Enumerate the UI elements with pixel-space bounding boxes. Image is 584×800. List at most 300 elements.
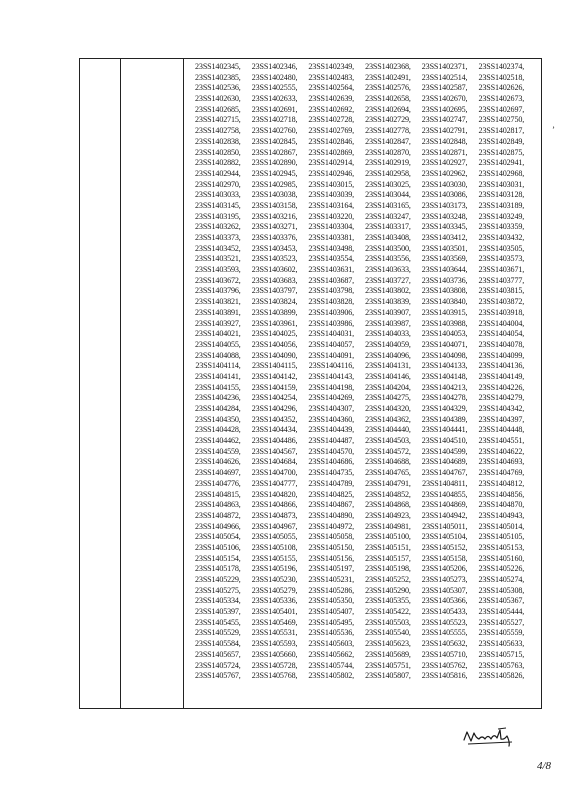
table-row — [184, 148, 542, 159]
roll-number-cell: 23SS1404053, — [421, 329, 468, 339]
roll-number-cell: 23SS1402750, — [478, 115, 525, 125]
roll-number-cell: 23SS1404688, — [365, 457, 411, 467]
roll-number-cell: 23SS1403573, — [478, 254, 525, 264]
roll-number-cell: 23SS1403683, — [251, 275, 298, 285]
roll-number-cell: 23SS1404769, — [478, 468, 525, 478]
roll-number-cell: 23SS1402658, — [365, 94, 411, 104]
roll-number-cell: 23SS1405155, — [251, 553, 298, 563]
roll-number-cell: 23SS1405150, — [308, 542, 355, 552]
table-row — [184, 671, 542, 682]
roll-number-cell: 23SS1402882, — [195, 158, 241, 168]
roll-number-cell: 23SS1403128, — [478, 190, 525, 200]
roll-number-cell: 23SS1405536, — [308, 628, 355, 638]
roll-number-cell: 23SS1403821, — [195, 297, 241, 307]
roll-number-cell: 23SS1402914, — [308, 158, 355, 168]
roll-number-cell: 23SS1405767, — [195, 671, 241, 681]
table-row — [184, 372, 542, 383]
roll-number-cell: 23SS1403505, — [478, 243, 525, 253]
roll-number-cell: 23SS1405252, — [365, 575, 411, 584]
table-row — [184, 457, 542, 468]
roll-number-cell: 23SS1402480, — [251, 72, 298, 82]
roll-number-cell: 23SS1404693, — [478, 457, 525, 467]
roll-number-cell: 23SS1402564, — [308, 83, 355, 93]
roll-number-cell: 23SS1405715, — [478, 649, 525, 659]
roll-number-cell: 23SS1403797, — [251, 286, 298, 296]
roll-number-cell: 23SS1402927, — [421, 158, 468, 168]
roll-number-cell: 23SS1403521, — [195, 254, 241, 264]
roll-number-cell: 23SS1404503, — [365, 436, 411, 446]
roll-number-cell: 23SS1403452, — [195, 243, 241, 253]
roll-number-cell: 23SS1405274, — [478, 575, 525, 584]
table-row — [184, 532, 542, 543]
roll-number-cell: 23SS1405540, — [365, 628, 411, 638]
roll-number-cell: 23SS1405308, — [478, 585, 525, 595]
roll-number-cell: 23SS1404812, — [478, 478, 525, 488]
roll-number-cell: 23SS1404071, — [421, 339, 468, 349]
roll-number-cell: 23SS1404320, — [365, 404, 411, 413]
table-row — [184, 436, 542, 447]
roll-number-cell: 23SS1404599, — [421, 446, 468, 456]
roll-number-cell: 23SS1404622, — [478, 446, 525, 456]
roll-number-cell: 23SS1405632, — [421, 639, 468, 649]
roll-number-cell: 23SS1403249, — [478, 211, 525, 221]
roll-number-cell: 23SS1404204, — [365, 382, 411, 392]
column-divider — [120, 59, 121, 708]
table-row — [184, 286, 542, 297]
roll-number-cell: 23SS1405367, — [478, 596, 525, 606]
roll-number-cell: 23SS1403899, — [251, 307, 298, 317]
roll-number-table — [79, 58, 542, 709]
roll-number-cell: 23SS1404148, — [421, 371, 468, 381]
roll-number-cell: 23SS1405455, — [195, 617, 241, 627]
roll-number-cell: 23SS1404360, — [308, 414, 355, 424]
roll-number-cell: 23SS1402536, — [195, 83, 241, 93]
roll-number-cell: 23SS1405158, — [421, 553, 468, 563]
table-row — [184, 490, 542, 501]
roll-number-cell: 23SS1402760, — [251, 126, 298, 136]
roll-number-cell: 23SS1405768, — [251, 671, 298, 681]
roll-number-cell: 23SS1403304, — [308, 222, 355, 232]
roll-number-cell: 23SS1403918, — [478, 307, 525, 317]
table-row — [184, 190, 542, 201]
roll-number-cell: 23SS1403317, — [365, 222, 411, 232]
roll-number-cell: 23SS1404141, — [195, 371, 241, 381]
roll-number-cell: 23SS1404275, — [365, 393, 411, 403]
roll-number-cell: 23SS1402869, — [308, 147, 355, 157]
roll-number-cell: 23SS1405206, — [421, 564, 468, 574]
roll-number-cell: 23SS1404142, — [251, 371, 298, 381]
roll-number-cell: 23SS1402941, — [478, 158, 525, 168]
roll-number-cell: 23SS1405559, — [478, 628, 525, 638]
roll-number-cell: 23SS1403839, — [365, 297, 411, 307]
table-row — [184, 361, 542, 372]
roll-number-cell: 23SS1405160, — [478, 553, 525, 563]
roll-number-cell: 23SS1404777, — [251, 478, 298, 488]
table-row — [184, 126, 542, 137]
roll-number-cell: 23SS1403556, — [365, 254, 411, 264]
table-row — [184, 137, 542, 148]
roll-number-cell: 23SS1404278, — [421, 393, 468, 403]
roll-number-cell: 23SS1404966, — [195, 521, 241, 531]
roll-number-cell: 23SS1405555, — [421, 628, 468, 638]
roll-number-cell: 23SS1404116, — [308, 361, 355, 371]
roll-number-cell: 23SS1405307, — [421, 585, 468, 595]
roll-number-cell: 23SS1402695, — [421, 104, 468, 114]
table-row — [184, 468, 542, 479]
table-row — [184, 639, 542, 650]
roll-number-cell: 23SS1402673, — [478, 94, 525, 104]
roll-number-cell: 23SS1402555, — [251, 83, 298, 93]
roll-number-cell: 23SS1404143, — [308, 371, 355, 381]
roll-number-cell: 23SS1404096, — [365, 350, 411, 360]
roll-number-cell: 23SS1403687, — [308, 275, 355, 285]
roll-number-cell: 23SS1405152, — [421, 542, 468, 552]
table-row — [184, 329, 542, 340]
table-row — [184, 180, 542, 191]
roll-number-cell: 23SS1405055, — [251, 532, 298, 542]
roll-number-cell: 23SS1403798, — [308, 286, 355, 296]
roll-number-cell: 23SS1404981, — [365, 521, 411, 531]
roll-number-cell: 23SS1404869, — [421, 500, 468, 510]
roll-number-cell: 23SS1403986, — [308, 318, 355, 328]
roll-number-cell: 23SS1404923, — [365, 510, 411, 520]
roll-number-cell: 23SS1403015, — [308, 179, 355, 189]
roll-number-cell: 23SS1402870, — [365, 147, 411, 157]
table-row — [184, 115, 542, 126]
roll-number-cell: 23SS1404114, — [195, 361, 241, 371]
roll-number-cell: 23SS1405763, — [478, 660, 525, 670]
roll-number-cell: 23SS1405106, — [195, 542, 241, 552]
roll-number-cell: 23SS1402385, — [195, 72, 241, 82]
roll-number-cell: 23SS1405422, — [365, 607, 411, 617]
roll-number-cell: 23SS1402846, — [308, 136, 355, 146]
roll-number-cell: 23SS1403602, — [251, 265, 298, 275]
roll-number-cell: 23SS1403262, — [195, 222, 241, 232]
table-row — [184, 62, 542, 73]
table-row — [184, 586, 542, 597]
roll-number-cell: 23SS1404057, — [308, 339, 355, 349]
roll-number-cell: 23SS1402962, — [421, 168, 468, 178]
roll-number-cell: 23SS1402919, — [365, 158, 411, 168]
roll-number-cell: 23SS1402758, — [195, 126, 241, 136]
roll-number-cell: 23SS1403408, — [365, 233, 411, 242]
roll-number-cell: 23SS1404025, — [251, 329, 298, 339]
roll-number-cell: 23SS1405802, — [308, 671, 355, 681]
roll-number-cell: 23SS1402848, — [421, 136, 468, 146]
roll-number-cell: 23SS1403345, — [421, 222, 468, 232]
roll-number-cell: 23SS1405724, — [195, 660, 241, 670]
roll-number-cell: 23SS1402845, — [251, 136, 298, 146]
roll-number-cell: 23SS1404820, — [251, 489, 298, 499]
roll-number-cell: 23SS1405826, — [478, 671, 525, 681]
table-row — [184, 212, 542, 223]
roll-number-cell: 23SS1404767, — [421, 468, 468, 478]
roll-number-cell: 23SS1405151, — [365, 542, 411, 552]
roll-number-cell: 23SS1404098, — [421, 350, 468, 360]
roll-number-cell: 23SS1403432, — [478, 233, 525, 242]
roll-number-cell: 23SS1402875, — [478, 147, 525, 157]
table-row — [184, 393, 542, 404]
roll-number-cell: 23SS1404791, — [365, 478, 411, 488]
roll-number-cell: 23SS1405407, — [308, 607, 355, 617]
roll-number-cell: 23SS1405054, — [195, 532, 241, 542]
roll-number-cell: 23SS1405105, — [478, 532, 525, 542]
roll-number-cell: 23SS1403840, — [421, 297, 468, 307]
roll-number-cell: 23SS1403500, — [365, 243, 411, 253]
roll-number-cell: 23SS1405231, — [308, 575, 355, 584]
roll-number-cell: 23SS1404448, — [478, 425, 525, 435]
roll-number-cell: 23SS1403915, — [421, 307, 468, 317]
roll-number-cell: 23SS1404056, — [251, 339, 298, 349]
roll-number-cell: 23SS1405662, — [308, 649, 355, 659]
roll-number-cell: 23SS1402944, — [195, 168, 241, 178]
roll-number-cell: 23SS1404021, — [195, 329, 241, 339]
roll-number-cell: 23SS1402728, — [308, 115, 355, 125]
roll-number-cell: 23SS1405336, — [251, 596, 298, 606]
roll-number-cell: 23SS1405397, — [195, 607, 241, 617]
roll-number-cell: 23SS1403038, — [251, 190, 298, 200]
roll-number-cell: 23SS1404789, — [308, 478, 355, 488]
roll-number-cell: 23SS1402850, — [195, 147, 241, 157]
table-row — [184, 201, 542, 212]
table-row — [184, 575, 542, 586]
roll-number-cell: 23SS1405275, — [195, 585, 241, 595]
roll-number-cell: 23SS1404815, — [195, 489, 241, 499]
roll-number-cell: 23SS1404226, — [478, 382, 525, 392]
roll-number-cell: 23SS1402685, — [195, 104, 241, 114]
table-row — [184, 308, 542, 319]
roll-number-cell: 23SS1404689, — [421, 457, 468, 467]
roll-number-cell: 23SS1405108, — [251, 542, 298, 552]
roll-number-cell: 23SS1403824, — [251, 297, 298, 307]
roll-number-cell: 23SS1405762, — [421, 660, 468, 670]
roll-number-cell: 23SS1402630, — [195, 94, 241, 104]
roll-number-cell: 23SS1403376, — [251, 233, 298, 242]
roll-number-cell: 23SS1405816, — [421, 671, 468, 681]
page-number: 4/8 — [537, 760, 552, 772]
roll-number-cell: 23SS1405230, — [251, 575, 298, 584]
roll-number-cell: 23SS1403173, — [421, 200, 468, 210]
roll-number-cell: 23SS1405728, — [251, 660, 298, 670]
table-row — [184, 596, 542, 607]
roll-number-cell: 23SS1404284, — [195, 404, 241, 413]
roll-number-cell: 23SS1404031, — [308, 329, 355, 339]
roll-number-cell: 23SS1403872, — [478, 297, 525, 307]
roll-number-cell: 23SS1404487, — [308, 436, 355, 446]
roll-number-cell: 23SS1405807, — [365, 671, 411, 681]
roll-number-cell: 23SS1405355, — [365, 596, 411, 606]
roll-number-cell: 23SS1405334, — [195, 596, 241, 606]
roll-number-cell: 23SS1402576, — [365, 83, 411, 93]
roll-number-cell: 23SS1402345, — [195, 62, 241, 71]
roll-number-cell: 23SS1403554, — [308, 254, 355, 264]
roll-number-cell: 23SS1402346, — [251, 62, 298, 71]
roll-number-cell: 23SS1404439, — [308, 425, 355, 435]
roll-number-cell: 23SS1404873, — [251, 510, 298, 520]
roll-number-cell: 23SS1405689, — [365, 649, 411, 659]
roll-number-cell: 23SS1403033, — [195, 190, 241, 200]
roll-number-cell: 23SS1404735, — [308, 468, 355, 478]
roll-number-cell: 23SS1404776, — [195, 478, 241, 488]
roll-number-cell: 23SS1405495, — [308, 617, 355, 627]
roll-number-cell: 23SS1403220, — [308, 211, 355, 221]
roll-number-cell: 23SS1404486, — [251, 436, 298, 446]
roll-number-cell: 23SS1403569, — [421, 254, 468, 264]
roll-number-cell: 23SS1405529, — [195, 628, 241, 638]
roll-number-cell: 23SS1403030, — [421, 179, 468, 189]
roll-number-cell: 23SS1402697, — [478, 104, 525, 114]
roll-number-cell: 23SS1404967, — [251, 521, 298, 531]
table-row — [184, 94, 542, 105]
table-row — [184, 383, 542, 394]
roll-number-cell: 23SS1403031, — [478, 179, 525, 189]
roll-number-cell: 23SS1405011, — [422, 521, 468, 531]
roll-number-cell: 23SS1404943, — [478, 510, 525, 520]
roll-number-cell: 23SS1404551, — [478, 436, 525, 446]
roll-number-cell: 23SS1405633, — [478, 639, 525, 649]
roll-number-cell: 23SS1402587, — [421, 83, 468, 93]
roll-number-cell: 23SS1405469, — [251, 617, 298, 627]
pen-mark: ’ — [552, 125, 555, 135]
roll-number-cell: 23SS1404686, — [308, 457, 355, 467]
roll-number-list — [184, 62, 542, 682]
roll-number-cell: 23SS1404213, — [421, 382, 468, 392]
table-row — [184, 340, 542, 351]
roll-number-cell: 23SS1403633, — [365, 265, 411, 275]
table-row — [184, 276, 542, 287]
roll-number-cell: 23SS1404440, — [365, 425, 411, 435]
roll-number-cell: 23SS1403189, — [478, 200, 525, 210]
roll-number-cell: 23SS1404872, — [195, 510, 241, 520]
roll-number-cell: 23SS1404091, — [308, 350, 355, 360]
roll-number-cell: 23SS1402945, — [251, 168, 298, 178]
roll-number-cell: 23SS1404863, — [195, 500, 241, 510]
roll-number-cell: 23SS1405154, — [195, 553, 241, 563]
roll-number-cell: 23SS1403165, — [365, 200, 411, 210]
roll-number-cell: 23SS1402718, — [251, 115, 298, 125]
table-row — [184, 554, 542, 565]
roll-number-cell: 23SS1404131, — [365, 361, 411, 371]
roll-number-cell: 23SS1403453, — [251, 243, 298, 253]
roll-number-cell: 23SS1403044, — [365, 190, 411, 200]
table-row — [184, 618, 542, 629]
roll-number-cell: 23SS1404054, — [478, 329, 525, 339]
roll-number-cell: 23SS1403736, — [421, 275, 468, 285]
table-row — [184, 522, 542, 533]
roll-number-cell: 23SS1402769, — [308, 126, 355, 136]
roll-number-cell: 23SS1402890, — [251, 158, 298, 168]
roll-number-cell: 23SS1404269, — [308, 393, 355, 403]
roll-number-cell: 23SS1402670, — [421, 94, 468, 104]
roll-number-cell: 23SS1403961, — [251, 318, 298, 328]
roll-number-cell: 23SS1405503, — [365, 617, 411, 627]
roll-number-cell: 23SS1405401, — [251, 607, 298, 617]
roll-number-cell: 23SS1405058, — [308, 532, 355, 542]
roll-number-cell: 23SS1405623, — [365, 639, 411, 649]
roll-number-cell: 23SS1404155, — [195, 382, 241, 392]
table-row — [184, 158, 542, 169]
table-row — [184, 511, 542, 522]
roll-number-cell: 23SS1404033, — [365, 329, 411, 339]
table-row — [184, 425, 542, 436]
roll-number-cell: 23SS1402349, — [308, 62, 355, 71]
table-row — [184, 73, 542, 84]
roll-number-cell: 23SS1405198, — [365, 564, 411, 574]
roll-number-cell: 23SS1402791, — [421, 126, 468, 136]
roll-number-cell: 23SS1405156, — [308, 553, 355, 563]
roll-number-cell: 23SS1402626, — [478, 83, 525, 93]
roll-number-cell: 23SS1403808, — [421, 286, 468, 296]
roll-number-cell: 23SS1405273, — [421, 575, 468, 584]
roll-number-cell: 23SS1402633, — [251, 94, 298, 104]
roll-number-cell: 23SS1404078, — [478, 339, 525, 349]
table-row — [184, 351, 542, 362]
roll-number-cell: 23SS1402639, — [308, 94, 355, 104]
roll-number-cell: 23SS1404510, — [421, 436, 468, 446]
roll-number-cell: 23SS1403359, — [478, 222, 525, 232]
roll-number-cell: 23SS1404567, — [251, 446, 298, 456]
roll-number-cell: 23SS1402518, — [478, 72, 525, 82]
table-row — [184, 169, 542, 180]
table-row — [184, 650, 542, 661]
roll-number-cell: 23SS1405157, — [365, 553, 411, 563]
roll-number-cell: 23SS1403025, — [365, 179, 411, 189]
roll-number-cell: 23SS1404825, — [308, 489, 355, 499]
roll-number-cell: 23SS1403987, — [365, 318, 411, 328]
roll-number-cell: 23SS1404867, — [308, 500, 355, 510]
roll-number-cell: 23SS1405104, — [421, 532, 468, 542]
roll-number-cell: 23SS1405531, — [251, 628, 298, 638]
table-row — [184, 222, 542, 233]
roll-number-cell: 23SS1405279, — [251, 585, 298, 595]
roll-number-cell: 23SS1404254, — [251, 393, 298, 403]
roll-number-cell: 23SS1405226, — [478, 564, 525, 574]
roll-number-cell: 23SS1404765, — [365, 468, 411, 478]
roll-number-cell: 23SS1405286, — [308, 585, 355, 595]
roll-number-cell: 23SS1404090, — [251, 350, 298, 360]
roll-number-cell: 23SS1403195, — [195, 211, 241, 221]
roll-number-cell: 23SS1402368, — [365, 62, 411, 71]
table-row — [184, 479, 542, 490]
roll-number-cell: 23SS1405660, — [251, 649, 298, 659]
roll-number-cell: 23SS1404866, — [251, 500, 298, 510]
roll-number-cell: 23SS1405593, — [251, 639, 298, 649]
roll-number-cell: 23SS1403906, — [308, 307, 355, 317]
table-row — [184, 564, 542, 575]
roll-number-cell: 23SS1404088, — [195, 350, 241, 360]
roll-number-cell: 23SS1403727, — [365, 275, 411, 285]
roll-number-cell: 23SS1403216, — [251, 211, 298, 221]
roll-number-cell: 23SS1402371, — [421, 62, 468, 71]
roll-number-cell: 23SS1403927, — [195, 318, 241, 328]
roll-number-cell: 23SS1402847, — [365, 136, 411, 146]
roll-number-cell: 23SS1402849, — [478, 136, 525, 146]
roll-number-cell: 23SS1405527, — [478, 617, 525, 627]
roll-number-cell: 23SS1403248, — [421, 211, 468, 221]
roll-number-cell: 23SS1402958, — [365, 168, 411, 178]
roll-number-cell: 23SS1403498, — [308, 243, 355, 253]
roll-number-cell: 23SS1404972, — [308, 521, 355, 531]
roll-number-cell: 23SS1403039, — [308, 190, 355, 200]
roll-number-cell: 23SS1404856, — [478, 489, 525, 499]
roll-number-cell: 23SS1403247, — [365, 211, 411, 221]
roll-number-cell: 23SS1405229, — [195, 575, 241, 584]
roll-number-cell: 23SS1405657, — [195, 649, 241, 659]
roll-number-cell: 23SS1402483, — [308, 72, 355, 82]
roll-number-cell: 23SS1404279, — [478, 393, 525, 403]
roll-number-cell: 23SS1404684, — [251, 457, 298, 467]
roll-number-cell: 23SS1402491, — [365, 72, 411, 82]
